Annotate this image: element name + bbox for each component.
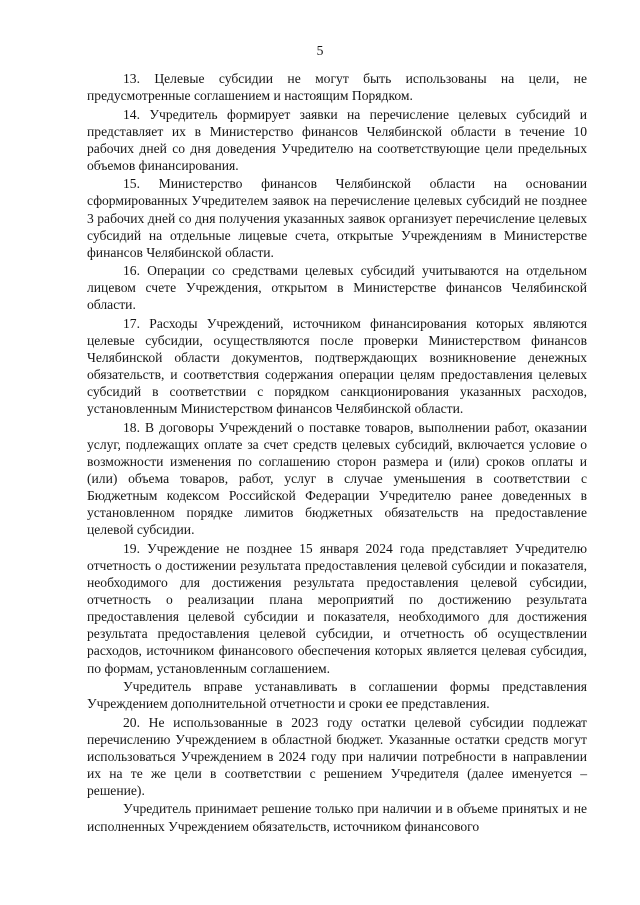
paragraph-14: 14. Учредитель формирует заявки на перечисление целевых субсидий и представляет их в Министерство финансов Челябинской области в течение 10 рабочих дней со дня доведения Учредителю на соответствующие цели предельных объемов финансирования. bbox=[87, 106, 587, 173]
paragraph-18: 18. В договоры Учреждений о поставке товаров, выполнении работ, оказании услуг, подлежащих оплате за счет средств целевых субсидий, включается условие о возможности изменения по соглашению сторон размера и (или) сроков оплаты и (или) объема товаров, работ, услуг в случае уменьшения в соответствии с Бюджетным кодексом Российской Федерации Учредителю ранее доведенных в установленном порядке лимитов бюджетных обязательств на предоставление целевой субсидии. bbox=[87, 419, 587, 538]
paragraph-16: 16. Операции со средствами целевых субсидий учитываются на отдельном лицевом счете Учреждения, открытом в Министерстве финансов Челябинской области. bbox=[87, 263, 587, 313]
document-body bbox=[87, 70, 587, 836]
paragraph-19-note: Учредитель вправе устанавливать в соглашении формы представления Учреждением дополнительной отчетности и сроки ее представления. bbox=[87, 679, 587, 712]
paragraph-17: 17. Расходы Учреждений, источником финансирования которых являются целевые субсидии, осуществляются после проверки Министерством финансов Челябинской области документов, подтверждающих возникновение денежных обязательств, и соответствия содержания операции целям предоставления целевых субсидий в соответствии с порядком санкционирования указанных расходов, установленным Министерством финансов Челябинской области. bbox=[87, 315, 587, 417]
paragraph-20-decision: Учредитель принимает решение только при наличии и в объеме принятых и не исполненных Учреждением обязательств, источником финансового bbox=[87, 801, 587, 834]
paragraph-19: 19. Учреждение не позднее 15 января 2024 года представляет Учредителю отчетность о достижении результата предоставления целевой субсидии и показателя, необходимого для достижения результата предоставления целевой субсидии, отчетность о реализации плана мероприятий по достижению результата предоставления целевой субсидии и показателя, необходимого для достижения результата предоставления целевой субсидии, и отчетность об осуществлении расходов, источником финансового обеспечения которых является целевая субсидия, по формам, установленным соглашением. bbox=[87, 540, 587, 676]
paragraph-20: 20. Не использованные в 2023 году остатки целевой субсидии подлежат перечислению Учреждением в областной бюджет. Указанные остатки средств могут использоваться Учреждением в 2024 году при наличии потребности в направлении их на те же цели в соответствии с решением Учредителя (далее именуется – решение). bbox=[87, 714, 587, 798]
page-number: 5 bbox=[316, 43, 324, 58]
paragraph-13: 13. Целевые субсидии не могут быть использованы на цели, не предусмотренные соглашением и настоящим Порядком. bbox=[87, 71, 587, 104]
paragraph-15: 15. Министерство финансов Челябинской области на основании сформированных Учредителем заявок на перечисление целевых субсидий не позднее 3 рабочих дней со дня получения указанных заявок организует перечисление целевых субсидий на отдельные лицевые счета, открытые Учреждениям в Министерстве финансов Челябинской области. bbox=[87, 176, 587, 260]
